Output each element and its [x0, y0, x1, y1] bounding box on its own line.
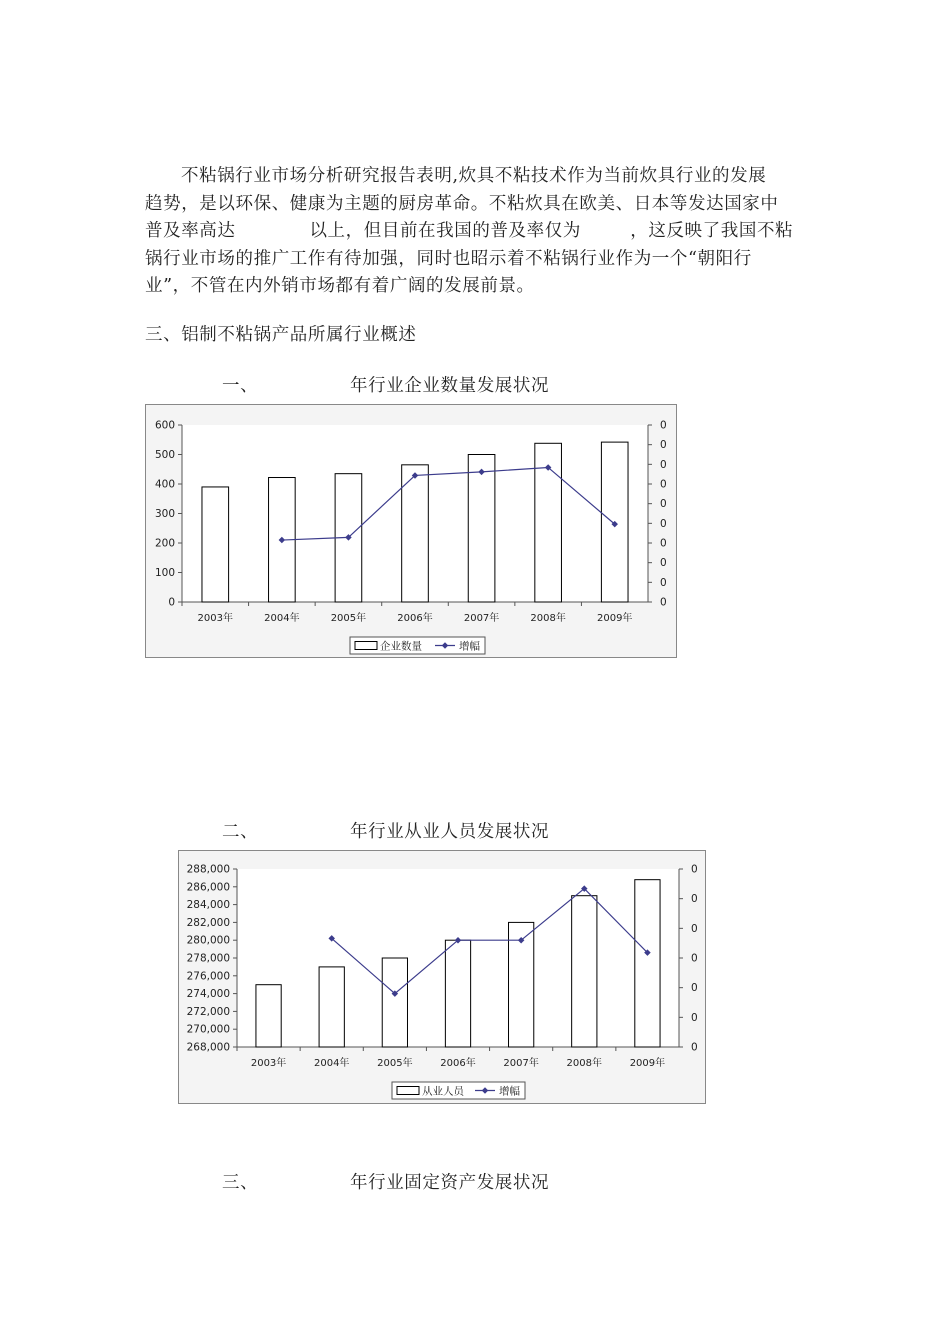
y-tick-label: 270,000	[186, 1023, 230, 1036]
legend-bar-swatch	[397, 1087, 419, 1095]
x-tick-label: 2004年	[264, 613, 300, 624]
bar	[319, 967, 344, 1047]
y2-tick-label: 0	[660, 596, 667, 609]
legend-line-label: 增幅	[459, 640, 480, 653]
y-tick-label: 272,000	[186, 1005, 230, 1018]
bar	[572, 896, 597, 1047]
y2-tick-label: 0	[691, 893, 698, 906]
x-tick-label: 2007年	[463, 613, 500, 624]
chart3-heading-num: 三、	[222, 1173, 259, 1193]
y2-tick-label: 0	[660, 439, 667, 452]
x-tick-label: 2007年	[503, 1058, 539, 1069]
chart1-heading-num: 一、	[222, 376, 259, 396]
paragraph-line: 锅行业市场的推广工作有待加强，同时也昭示着不粘锅行业作为一个“朝阳行	[145, 248, 752, 269]
paragraph-line: 业”，不管在内外销市场都有着广阔的发展前景。	[145, 276, 535, 296]
y2-tick-label: 0	[660, 517, 667, 530]
y-tick-label: 100	[154, 567, 175, 579]
y-tick-label: 276,000	[186, 970, 230, 983]
chart1-heading-title: 年行业企业数量发展状况	[350, 376, 550, 396]
chart-employees	[178, 850, 706, 1104]
x-tick-label: 2009年	[629, 1058, 666, 1069]
y2-tick-label: 0	[660, 537, 667, 550]
y2-tick-label: 0	[660, 419, 667, 432]
y2-tick-label: 0	[660, 478, 667, 491]
bar	[256, 985, 281, 1047]
x-tick-label: 2009年	[596, 613, 633, 624]
y-tick-label: 278,000	[186, 952, 230, 965]
y2-tick-label: 0	[660, 498, 667, 511]
y-tick-label: 284,000	[186, 899, 230, 912]
y-tick-label: 600	[154, 419, 175, 432]
y2-tick-label: 0	[691, 1041, 698, 1054]
y2-tick-label: 0	[691, 863, 698, 876]
y2-tick-label: 0	[691, 1011, 698, 1024]
section-heading: 三、铝制不粘锅产品所属行业概述	[145, 325, 417, 345]
bar	[468, 455, 495, 603]
paragraph-line: 趋势，是以环保、健康为主题的厨房革命。不粘炊具在欧美、日本等发达国家中	[145, 193, 779, 214]
y-tick-label: 400	[154, 478, 175, 491]
bar	[382, 958, 407, 1047]
chart3-heading-title: 年行业固定资产发展状况	[350, 1173, 550, 1193]
x-tick-label: 2005年	[377, 1058, 413, 1069]
x-tick-label: 2008年	[530, 613, 566, 624]
legend-bar-swatch	[355, 642, 377, 650]
chart-svg	[179, 851, 705, 1103]
y-tick-label: 300	[154, 508, 175, 520]
x-tick-label: 2006年	[440, 1058, 476, 1069]
x-tick-label: 2008年	[566, 1058, 603, 1069]
y2-tick-label: 0	[691, 922, 698, 935]
y-tick-label: 0	[168, 596, 175, 609]
y-tick-label: 286,000	[186, 881, 230, 894]
legend-bar-label: 企业数量	[380, 640, 422, 653]
intro-paragraph	[145, 163, 810, 301]
bar	[445, 940, 470, 1047]
x-tick-label: 2006年	[397, 613, 433, 624]
bar	[402, 465, 429, 602]
bar	[635, 880, 660, 1047]
legend-line-label: 增幅	[499, 1085, 520, 1098]
y-tick-label: 288,000	[186, 863, 230, 876]
y-tick-label: 282,000	[186, 916, 230, 929]
y2-tick-label: 0	[691, 982, 698, 995]
y-tick-label: 280,000	[186, 934, 230, 947]
y2-tick-label: 0	[660, 576, 667, 589]
y-tick-label: 500	[154, 449, 175, 461]
x-tick-label: 2004年	[313, 1058, 350, 1069]
paragraph-line: 不粘锅行业市场分析研究报告表明,炊具不粘技术作为当前炊具行业的发展	[181, 166, 767, 186]
y-tick-label: 274,000	[186, 988, 230, 1001]
bar	[202, 487, 229, 602]
y2-tick-label: 0	[660, 557, 667, 570]
y2-tick-label: 0	[691, 952, 698, 965]
legend-bar-label: 从业人员	[422, 1085, 464, 1098]
chart-enterprise-count	[145, 404, 677, 658]
chart2-heading-title: 年行业从业人员发展状况	[350, 822, 550, 842]
chart2-heading-num: 二、	[222, 822, 259, 842]
paragraph-line: 普及率高达 以上，但目前在我国的普及率仅为 ，这反映了我国不粘	[145, 221, 794, 241]
x-tick-label: 2003年	[250, 1058, 287, 1069]
y2-tick-label: 0	[660, 458, 667, 471]
chart-svg	[146, 405, 676, 657]
x-tick-label: 2005年	[330, 613, 367, 624]
y-tick-label: 200	[154, 537, 175, 550]
y-tick-label: 268,000	[186, 1041, 230, 1054]
x-tick-label: 2003年	[197, 613, 234, 624]
